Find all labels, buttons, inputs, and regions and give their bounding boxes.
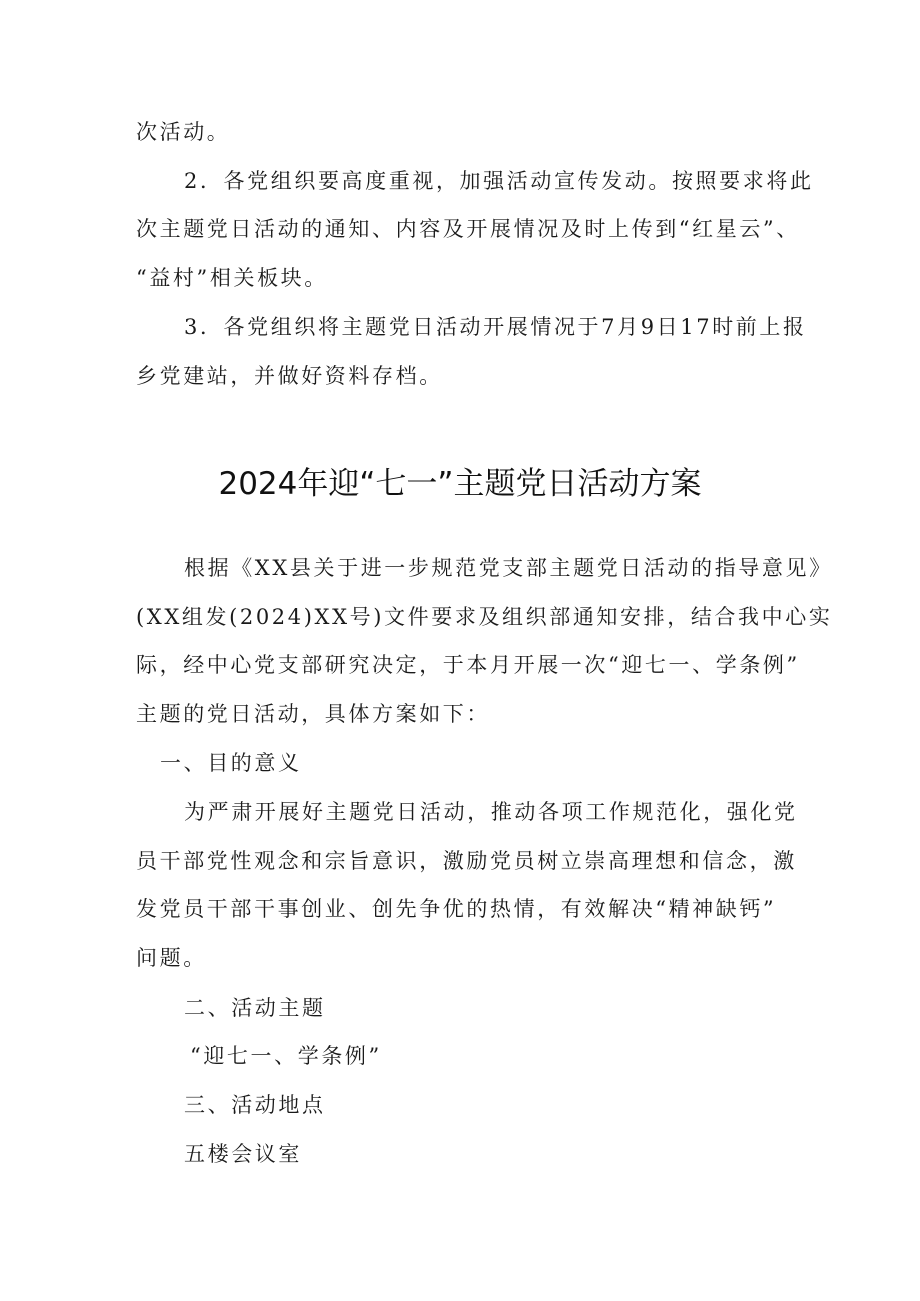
section-1-heading: 一、目的意义 (160, 751, 302, 775)
intro-line: (XX组发(2024)XX号)文件要求及组织部通知安排，结合我中心实 (136, 605, 833, 629)
intro-line: 根据《XX县关于进一步规范党支部主题党日活动的指导意见》 (184, 556, 833, 580)
prev-item-3-line: 3．各党组织将主题党日活动开展情况于7月9日17时前上报 (184, 315, 807, 339)
prev-text-line: “益村”相关板块。 (136, 266, 328, 290)
section-2-content: “迎七一、学条例” (190, 1044, 382, 1068)
section-1-line: 问题。 (136, 946, 207, 970)
prev-text-line: 乡党建站，并做好资料存档。 (136, 364, 443, 388)
section-3-content: 五楼会议室 (184, 1142, 302, 1166)
section-2-heading: 二、活动主题 (184, 996, 326, 1020)
intro-line: 际，经中心党支部研究决定，于本月开展一次“迎七一、学条例” (136, 653, 800, 677)
section-1-line: 为严肃开展好主题党日活动，推动各项工作规范化，强化党 (184, 800, 798, 824)
section-3-heading: 三、活动地点 (184, 1093, 326, 1117)
document-title: 2024年迎“七一”主题党日活动方案 (218, 466, 702, 502)
prev-text-line: 次主题党日活动的通知、内容及开展情况及时上传到“红星云”、 (136, 217, 800, 241)
prev-text-line: 次活动。 (136, 120, 231, 144)
section-1-line: 发党员干部干事创业、创先争优的热情，有效解决“精神缺钙” (136, 897, 777, 921)
prev-item-2-line: 2．各党组织要高度重视，加强活动宣传发动。按照要求将此 (184, 169, 814, 193)
section-1-line: 员干部党性观念和宗旨意识，激励党员树立崇高理想和信念，激 (136, 849, 797, 873)
intro-line: 主题的党日活动，具体方案如下： (136, 702, 490, 726)
